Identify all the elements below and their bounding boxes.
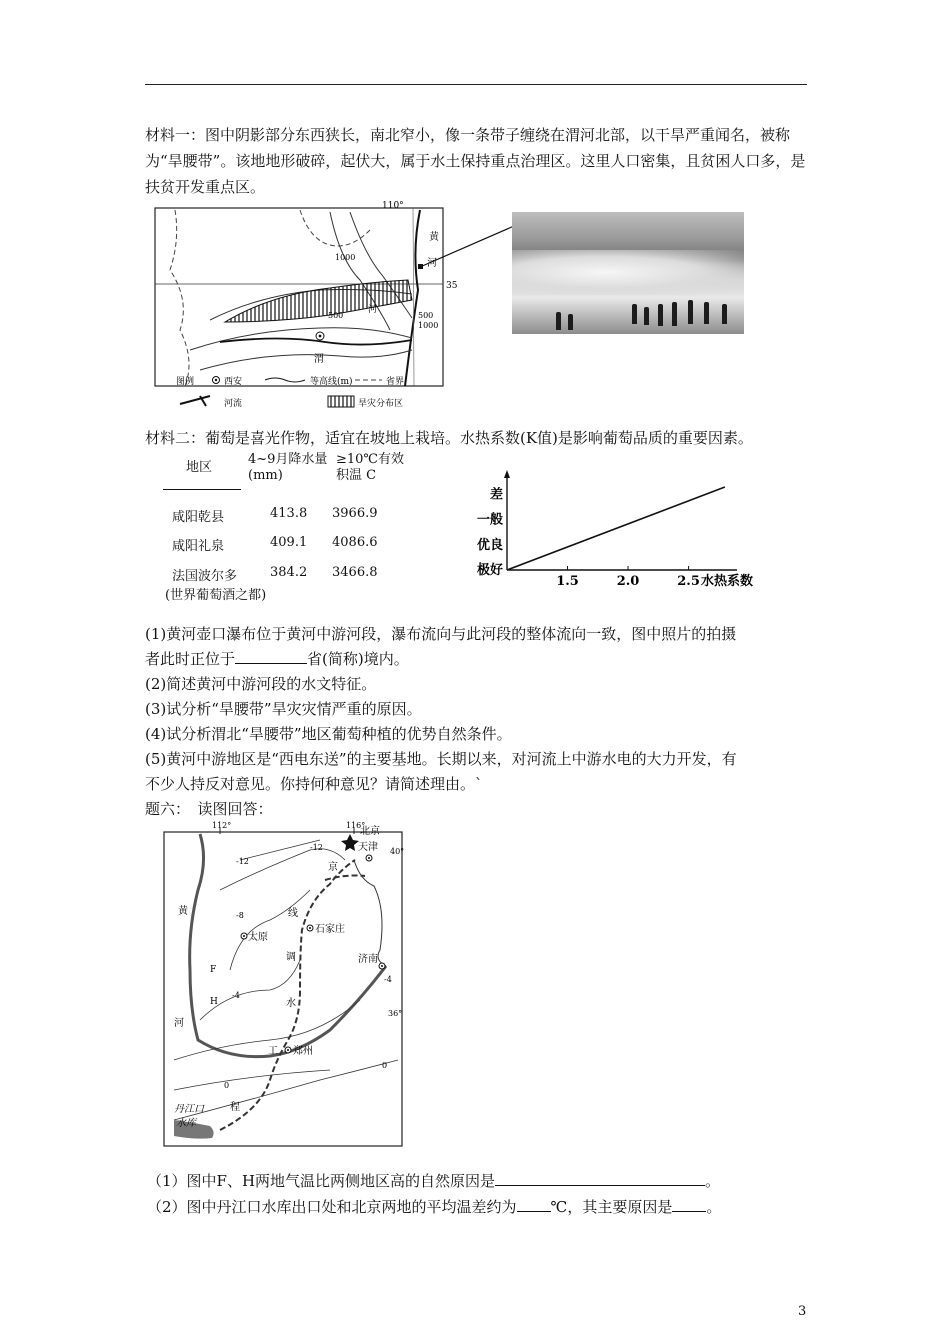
- isotherm-label: -12: [236, 857, 249, 866]
- hydrothermal-chart: [440, 475, 760, 595]
- river-label: 渭: [314, 354, 324, 365]
- canal-char: 调: [286, 952, 296, 963]
- city-label: 济南: [358, 954, 378, 965]
- table-cell: 409.1: [270, 535, 308, 550]
- river-label: 河: [368, 305, 378, 315]
- north-china-isotherm-map: [160, 820, 410, 1150]
- isotherm-label: -8: [236, 911, 244, 920]
- isotherm-label: -12: [310, 843, 323, 852]
- question-1-line: (1)黄河壶口瀑布位于黄河中游河段，瀑布流向与此河段的整体流向一致，图中照片的拍摄: [145, 625, 737, 643]
- canal-char: 线: [288, 908, 298, 919]
- city-label: 太原: [248, 932, 268, 943]
- canal-char: 程: [230, 1102, 240, 1113]
- y-axis-arrow: [504, 470, 510, 478]
- lon-label: 112°: [212, 821, 232, 830]
- isotherm-label: 0: [224, 1081, 230, 1090]
- y-tick-label: 优良: [476, 537, 503, 553]
- legend-city: 西安: [224, 377, 243, 387]
- contour-label: 500: [328, 311, 344, 320]
- x-tick-label: 1.5: [556, 574, 579, 589]
- question-1-cont: 者此时正位于 省(简称)境内。: [145, 650, 409, 668]
- legend-border: 省界: [386, 377, 405, 387]
- point-label: F: [210, 965, 217, 975]
- river-label: 黄: [429, 232, 439, 243]
- question-2: (2)简述黄河中游河段的水文特征。: [145, 675, 377, 693]
- material-two-text: 材料二：葡萄是喜光作物，适宜在坡地上栽培。水热系数(K值)是影响葡萄品质的重要因素。: [145, 429, 753, 447]
- lon-label: 110°: [382, 201, 404, 211]
- legend-river: 河流: [224, 399, 243, 409]
- table-cell: 413.8: [270, 506, 308, 521]
- isotherm-label: -4: [232, 991, 240, 1000]
- lat-label: 35: [446, 281, 458, 291]
- city-label: 北京: [360, 826, 380, 837]
- lat-label: 36°: [388, 1009, 403, 1018]
- table-header: ≥10℃有效积温 C: [336, 452, 404, 483]
- table-cell: 3966.9: [332, 506, 378, 521]
- canal-char: 京: [328, 862, 338, 873]
- contour-label: 1000: [418, 321, 439, 330]
- point-label: H: [210, 997, 218, 1007]
- table-cell: 咸阳乾县: [172, 510, 225, 525]
- material-one-text: 材料一：图中阴影部分东西狭长，南北窄小，像一条带子缠绕在渭河北部，以干旱严重闻名，被称为“旱腰带”。该地地形破碎，起伏大，属于水土保持重点治理区。这里人口密集，且贫困人口多，是扶贫开发重点区。: [145, 126, 806, 196]
- canal-char: 水: [286, 998, 296, 1009]
- page-number: 3: [798, 1304, 807, 1319]
- isotherm-label: 0: [382, 1061, 388, 1070]
- photo-pointer-line: [418, 222, 518, 272]
- hukou-waterfall-photo: [512, 212, 744, 334]
- question-4: (4)试分析渭北“旱腰带”地区葡萄种植的优势自然条件。: [145, 725, 512, 743]
- table-cell: 咸阳礼泉: [172, 539, 225, 554]
- lon-label: 116°: [346, 821, 366, 830]
- question-5: (5)黄河中游地区是“西电东送”的主要基地。长期以来，对河流上中游水电的大力开发，有: [145, 750, 737, 768]
- series-line: [507, 487, 725, 570]
- city-label: 郑州: [293, 1046, 313, 1057]
- x-tick-label: 2.5: [677, 574, 700, 589]
- city-label: 石家庄: [315, 924, 345, 935]
- legend-title: 图例: [176, 377, 195, 387]
- city-label: 天津: [358, 842, 378, 853]
- reservoir-label: 水库: [176, 1118, 196, 1129]
- canal-char: 工: [268, 1046, 278, 1057]
- map-question-2: （2）图中丹江口水库出口处和北京两地的平均温差约为 ℃，其主要原因是 。: [147, 1198, 722, 1216]
- legend-contour: 等高线(m): [310, 377, 353, 387]
- contour-label: 500: [418, 311, 434, 320]
- question-5-cont: 不少人持反对意见。你持何种意见？请简述理由。`: [145, 775, 483, 793]
- table-header: 4~9月降水量(mm): [248, 452, 328, 483]
- drought-belt-map: [150, 200, 458, 412]
- table-header: 地区: [186, 460, 213, 475]
- river-char: 黄: [178, 906, 188, 917]
- header-rule: [145, 84, 807, 85]
- x-tick-label: 2.0: [616, 574, 640, 589]
- map-question-1: （1）图中F、H两地气温比两侧地区高的自然原因是 。: [147, 1172, 721, 1190]
- table-note: (世界葡萄酒之都): [165, 588, 267, 603]
- legend-drought: 旱灾分布区: [358, 399, 404, 409]
- y-tick-label: 差: [489, 487, 503, 503]
- x-axis-label: 水热系数: [701, 574, 754, 589]
- contour-label: 1000: [335, 253, 356, 262]
- isotherm-label: -4: [384, 975, 392, 984]
- section-six-title: 题六： 读图回答：: [145, 800, 273, 818]
- y-tick-label: 一般: [476, 512, 503, 528]
- y-tick-label: 极好: [476, 563, 503, 578]
- table-cell: 3466.8: [332, 565, 378, 580]
- question-3: (3)试分析“旱腰带”旱灾灾情严重的原因。: [145, 700, 422, 718]
- river-label: 河: [427, 258, 437, 269]
- reservoir-label: 丹江口: [174, 1104, 204, 1115]
- table-cell: 384.2: [270, 565, 308, 580]
- table-cell: 4086.6: [332, 535, 378, 550]
- river-char: 河: [174, 1018, 184, 1029]
- lat-label: 40°: [390, 847, 405, 856]
- table-cell: 法国波尔多: [172, 569, 238, 584]
